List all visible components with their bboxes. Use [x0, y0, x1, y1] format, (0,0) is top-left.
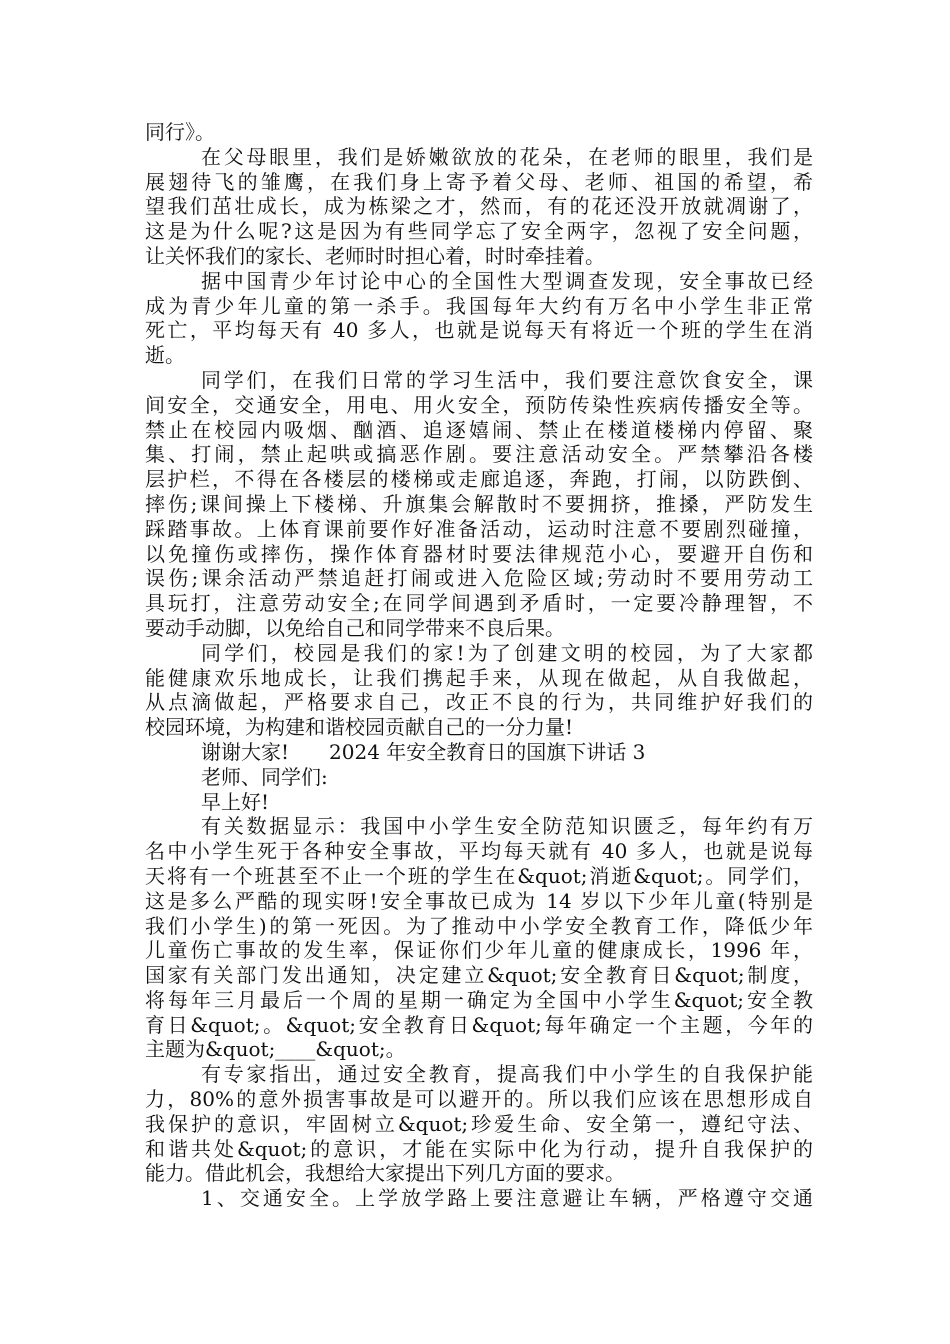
- text-line: 能力。借此机会，我想给大家提出下列几方面的要求。: [145, 1161, 625, 1186]
- text-line: 力，80%的意外损害事故是可以避开的。所以我们应该在思想形成自: [145, 1087, 813, 1112]
- text-line: 我保护的意识，牢固树立&quot;珍爱生命、安全第一，遵纪守法、: [145, 1111, 813, 1136]
- paragraph-start: 据中国青少年讨论中心的全国性大型调查发现，安全事故已经: [201, 268, 813, 293]
- text-line: 误伤;课余活动严禁追赶打闹或进入危险区域;劳动时不要用劳动工: [145, 566, 813, 591]
- text-line: 我们小学生)的第一死因。为了推动中小学安全教育工作，降低少年: [145, 913, 813, 938]
- text-line: 集、打闹，禁止起哄或搞恶作剧。要注意活动安全。严禁攀沿各楼: [145, 442, 813, 467]
- text-line: 望我们茁壮成长，成为栋梁之才，然而，有的花还没开放就凋谢了，: [145, 194, 813, 219]
- text-line: 成为青少年儿童的第一杀手。我国每年大约有万名中小学生非正常: [145, 293, 813, 318]
- document-body: [145, 120, 813, 1211]
- text-line: 这是多么严酷的现实呀!安全事故已成为 14 岁以下少年儿童(特别是: [145, 888, 813, 913]
- text-line: 校园环境，为构建和谐校园贡献自己的一分力量!: [145, 715, 574, 740]
- text-line: 层护栏，不得在各楼层的楼梯或走廊追逐，奔跑，打闹，以防跌倒、: [145, 467, 813, 492]
- text-line: 儿童伤亡事故的发生率，保证你们少年儿童的健康成长，1996 年，: [145, 938, 813, 963]
- paragraph-start: 有关数据显示：我国中小学生安全防范知识匮乏，每年约有万: [201, 814, 813, 839]
- text-line: 从点滴做起，严格要求自己，改正不良的行为，共同维护好我们的: [145, 690, 813, 715]
- text-line: 踩踏事故。上体育课前要作好准备活动，运动时注意不要剧烈碰撞，: [145, 516, 813, 541]
- text-line: 间安全，交通安全，用电、用火安全，预防传染性疾病传播安全等。: [145, 392, 813, 417]
- text-line: 能健康欢乐地成长，让我们携起手来，从现在做起，从自我做起，: [145, 665, 813, 690]
- salutation: 老师、同学们:: [201, 764, 328, 789]
- text-line: 摔伤;课间操上下楼梯、升旗集会解散时不要拥挤，推搡，严防发生: [145, 491, 813, 516]
- paragraph-start: 在父母眼里，我们是娇嫩欲放的花朵，在老师的眼里，我们是: [201, 144, 813, 169]
- text-line: 将每年三月最后一个周的星期一确定为全国中小学生&quot;安全教: [145, 987, 813, 1012]
- paragraph-start: 同学们，校园是我们的家!为了创建文明的校园，为了大家都: [201, 640, 813, 665]
- text-line: 和谐共处&quot;的意识，才能在实际中化为行动，提升自我保护的: [145, 1136, 813, 1161]
- paragraph-start: 1、交通安全。上学放学路上要注意避让车辆，严格遵守交通: [201, 1186, 813, 1211]
- text-line: 以免撞伤或摔伤，操作体育器材时要法律规范小心，要避开自伤和: [145, 541, 813, 566]
- paragraph-start: 有专家指出，通过安全教育，提高我们中小学生的自我保护能: [201, 1062, 813, 1087]
- text-line: 同行》。: [145, 120, 215, 144]
- text-line: 育日&quot;。&quot;安全教育日&quot;每年确定一个主题，今年的: [145, 1012, 813, 1037]
- text-line: 死亡，平均每天有 40 多人，也就是说每天有将近一个班的学生在消: [145, 318, 813, 343]
- text-line: 逝。: [145, 343, 185, 368]
- text-line: 主题为&quot;____&quot;。: [145, 1037, 406, 1062]
- greeting: 早上好!: [201, 789, 270, 814]
- text-line: 这是为什么呢?这是因为有些同学忘了安全两字，忽视了安全问题，: [145, 219, 813, 244]
- text-line: 展翅待飞的雏鹰，在我们身上寄予着父母、老师、祖国的希望，希: [145, 169, 813, 194]
- paragraph-start: 同学们，在我们日常的学习生活中，我们要注意饮食安全，课: [201, 367, 813, 392]
- closing-and-heading: 谢谢大家! 2024 年安全教育日的国旗下讲话 3: [201, 739, 646, 764]
- text-line: 国家有关部门发出通知，决定建立&quot;安全教育日&quot;制度，: [145, 963, 813, 988]
- text-line: 要动手动脚，以免给自己和同学带来不良后果。: [145, 615, 565, 640]
- text-line: 具玩打，注意劳动安全;在同学间遇到矛盾时，一定要冷静理智，不: [145, 591, 813, 616]
- text-line: 名中小学生死于各种安全事故，平均每天就有 40 多人，也就是说每: [145, 839, 813, 864]
- text-line: 禁止在校园内吸烟、酗酒、追逐嬉闹、禁止在楼道楼梯内停留、聚: [145, 417, 813, 442]
- text-line: 让关怀我们的家长、老师时时担心着，时时牵挂着。: [145, 243, 605, 268]
- text-line: 天将有一个班甚至不止一个班的学生在&quot;消逝&quot;。同学们，: [145, 863, 813, 888]
